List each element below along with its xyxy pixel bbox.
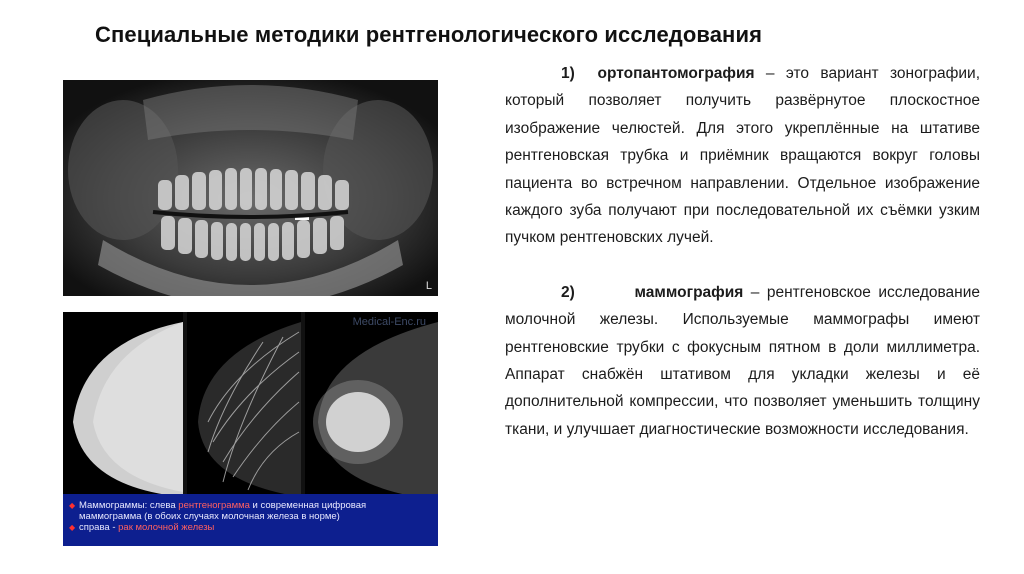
section-text: – это вариант зонографии, который позволяет получить развёрнутое плоскостное изображение челюстей. Для этого укреплённые на штативе рентгеновская трубка и приёмник вращаются вокруг головы пациента во встречном направлении. Отдельное изображение каждого зуба получают при последовательной их съёмки узким пучком рентгеновских лучей. xyxy=(505,65,980,247)
section-number: 1) xyxy=(561,65,575,82)
caption-text: справа - xyxy=(79,522,119,533)
section-number: 2) xyxy=(561,283,575,301)
page-title: Специальные методики рентгенологического исследования xyxy=(95,22,763,47)
body-text xyxy=(505,60,980,443)
caption-line-3 xyxy=(69,522,432,533)
bullet-icon: ◆ xyxy=(69,523,76,532)
caption-line-1 xyxy=(69,500,432,511)
bullet-icon: ◆ xyxy=(69,501,76,510)
mammogram-caption xyxy=(63,494,438,546)
section-term: ортопантомография xyxy=(597,65,755,82)
caption-line-2 xyxy=(69,511,432,522)
section-term: маммография xyxy=(634,283,744,301)
caption-text: маммограмма (в обоих случаях молочная железа в норме) xyxy=(79,511,340,522)
watermark-text: Medical-Enc.ru xyxy=(352,316,426,328)
xray-side-marker: L xyxy=(425,280,432,292)
caption-text: Маммограммы: слева xyxy=(79,500,179,511)
section-mammography xyxy=(505,279,980,443)
caption-highlight: рентгенограмма xyxy=(178,500,250,511)
panoramic-xray-image xyxy=(63,80,438,296)
section-text: – рентгеновское исследование молочной железы. Используемые маммографы имеют рентгеновские трубки с фокусным пятном в доли миллиметра. Аппарат снабжён штативом для укладки железы и её дополнительной компрессии, что позволяет уменьшить толщину ткани, и улучшает диагностические возможности исследования. xyxy=(505,283,980,438)
caption-highlight: рак молочной железы xyxy=(118,522,215,533)
mammogram-images xyxy=(63,312,438,546)
section-orthopantomography xyxy=(505,60,980,252)
caption-text: и современная цифровая xyxy=(249,500,367,511)
